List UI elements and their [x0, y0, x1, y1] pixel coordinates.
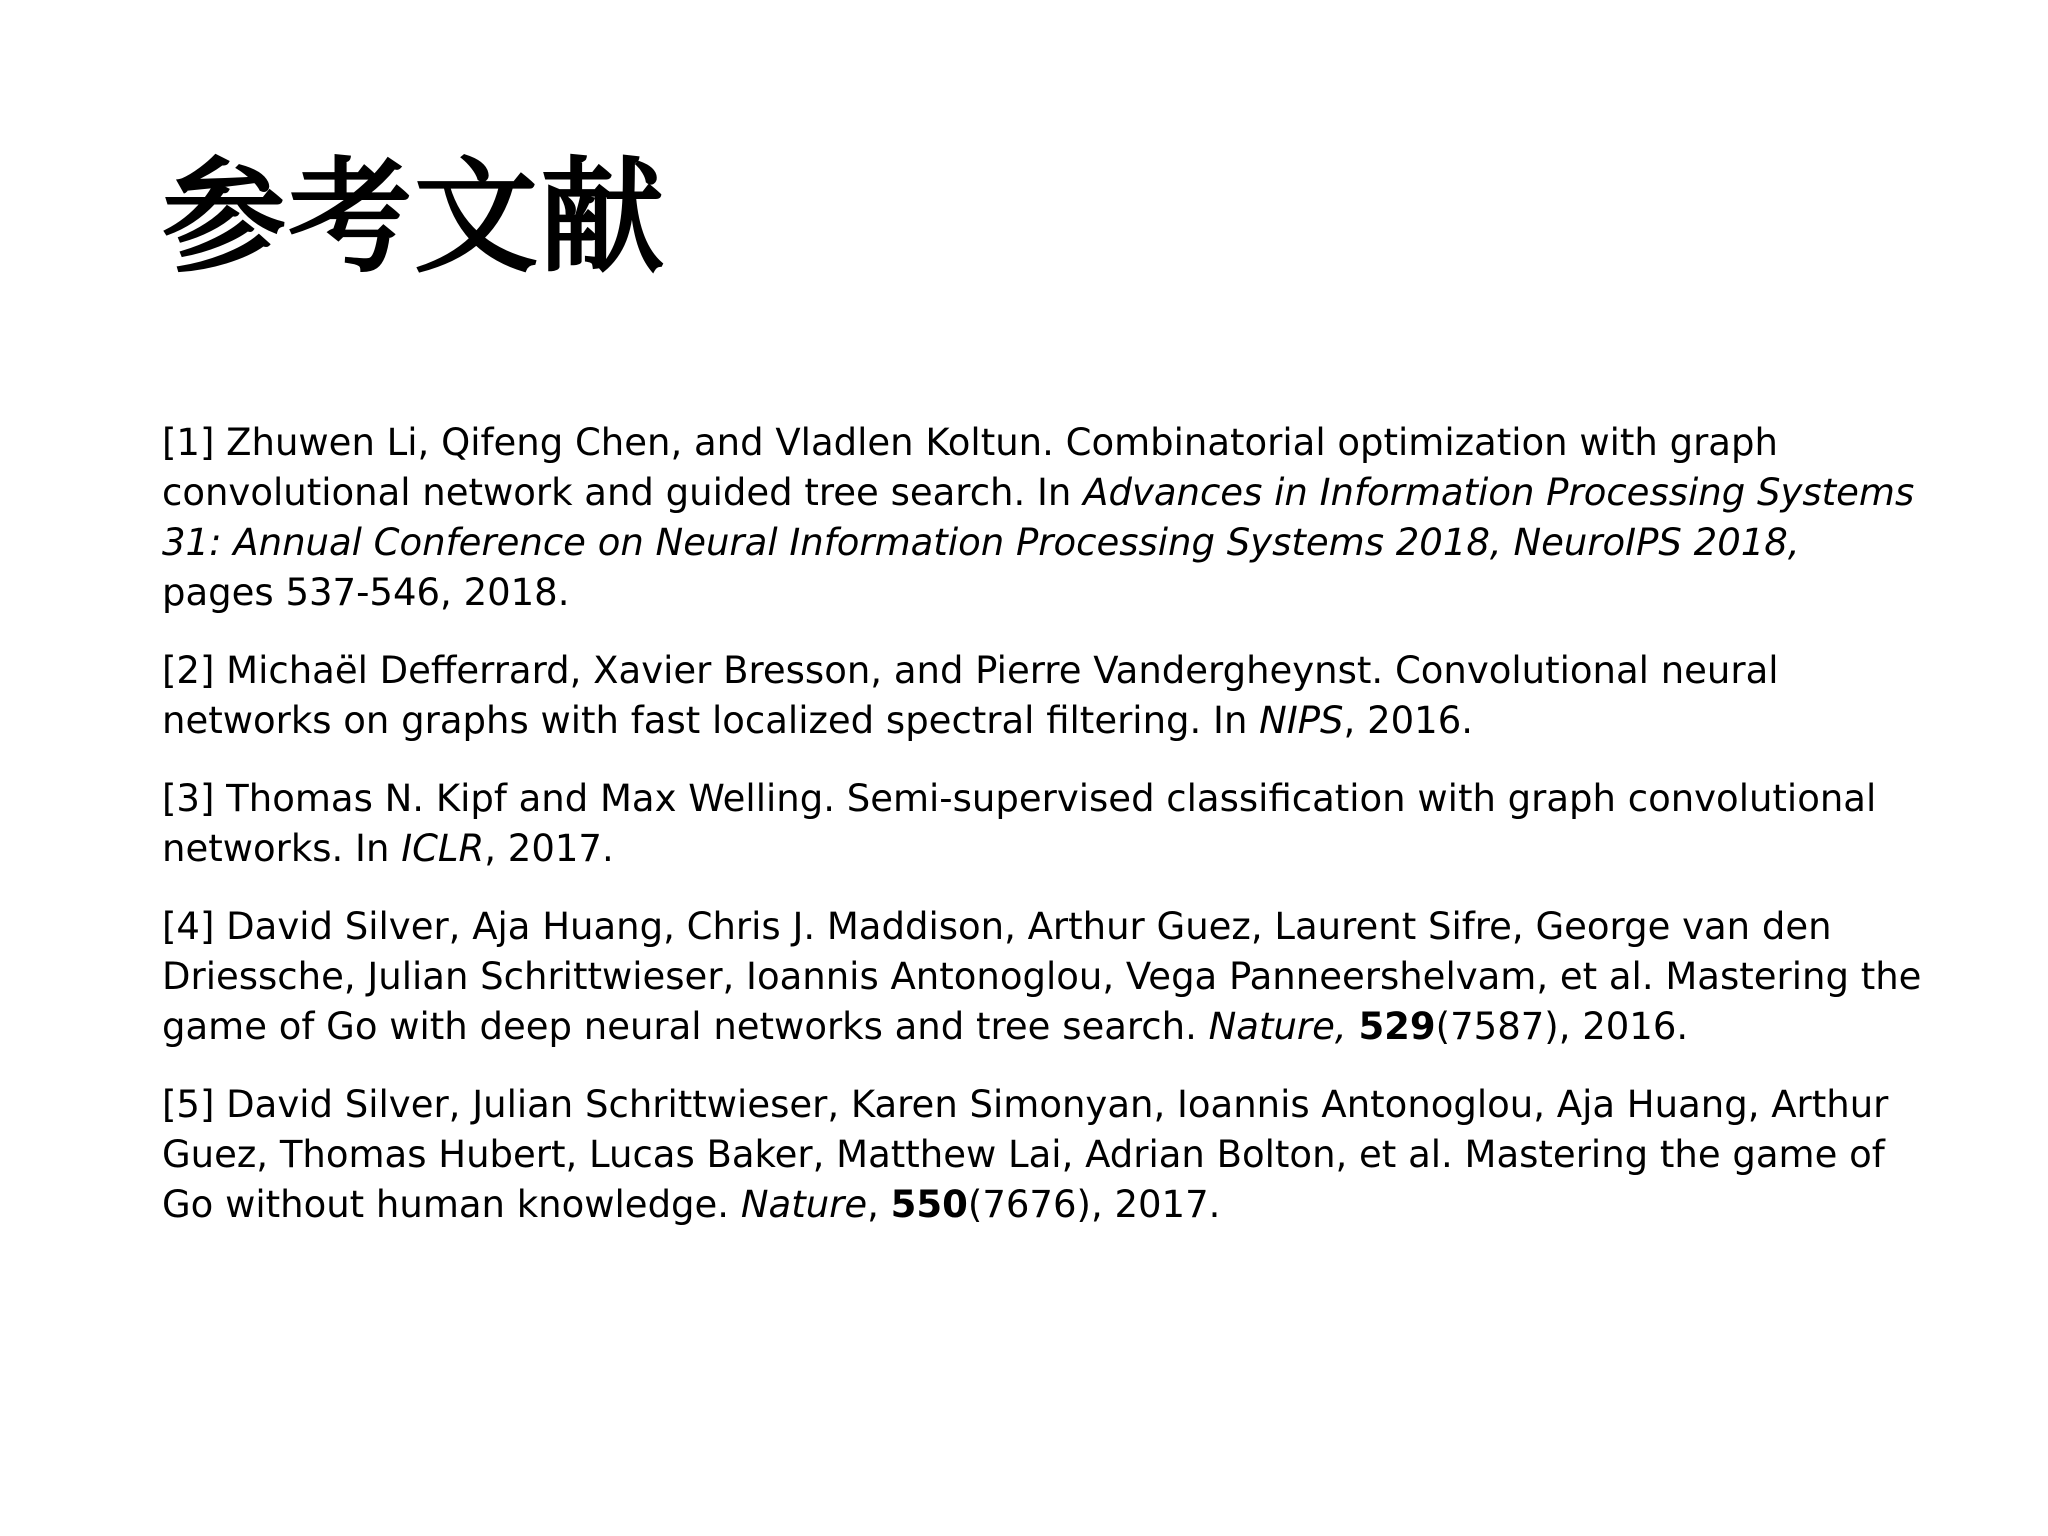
reference-text: [5] David Silver, Julian Schrittwieser, Karen Simonyan, Ioannis Antonoglou, Aja Huang, Arthur Guez, Thomas Hubert, Lucas Baker, Matthew Lai, Adrian Bolton, et al. Mastering the game of Go without human knowledge. [162, 1083, 1889, 1226]
reference-volume: 529 [1358, 1005, 1436, 1048]
reference-issue-year: (7676), 2017. [967, 1183, 1221, 1226]
reference-venue: Nature, [1208, 1005, 1347, 1048]
reference-pages: pages 537-546, 2018. [162, 571, 570, 614]
reference-item-2 [162, 646, 1922, 746]
reference-year: , 2016. [1343, 699, 1473, 742]
reference-text: [4] David Silver, Aja Huang, Chris J. Maddison, Arthur Guez, Laurent Sifre, George van den Driessche, Julian Schrittwieser, Ioannis Antonoglou, Vega Panneershelvam, et al. Mastering the game of Go with deep neural networks and tree search. [162, 905, 1922, 1048]
reference-venue: Advances in Information Processing Systems 31: Annual Conference on Neural Information Processing Systems 2018, NeuroIPS 2018, [162, 471, 1915, 564]
reference-list [162, 418, 1922, 1258]
reference-item-3 [162, 774, 1922, 874]
slide-title: 参考文献 [162, 146, 667, 290]
reference-venue: ICLR [401, 827, 485, 870]
reference-venue: Nature [740, 1183, 868, 1226]
reference-text: [1] Zhuwen Li, Qifeng Chen, and Vladlen Koltun. Combinatorial optimization with graph convolutional network and guided tree search. In [162, 421, 1778, 514]
reference-issue-year: (7587), 2016. [1435, 1005, 1689, 1048]
reference-separator: , [867, 1183, 891, 1226]
reference-text: [3] Thomas N. Kipf and Max Welling. Semi-supervised classification with graph convolutional networks. In [162, 777, 1877, 870]
reference-item-5 [162, 1080, 1922, 1230]
reference-text: [2] Michaël Defferrard, Xavier Bresson, and Pierre Vandergheynst. Convolutional neural networks on graphs with fast localized spectral filtering. In [162, 649, 1779, 742]
reference-item-1 [162, 418, 1922, 618]
reference-year: , 2017. [484, 827, 614, 870]
reference-volume: 550 [890, 1183, 968, 1226]
reference-item-4 [162, 902, 1922, 1052]
reference-venue: NIPS [1259, 699, 1344, 742]
